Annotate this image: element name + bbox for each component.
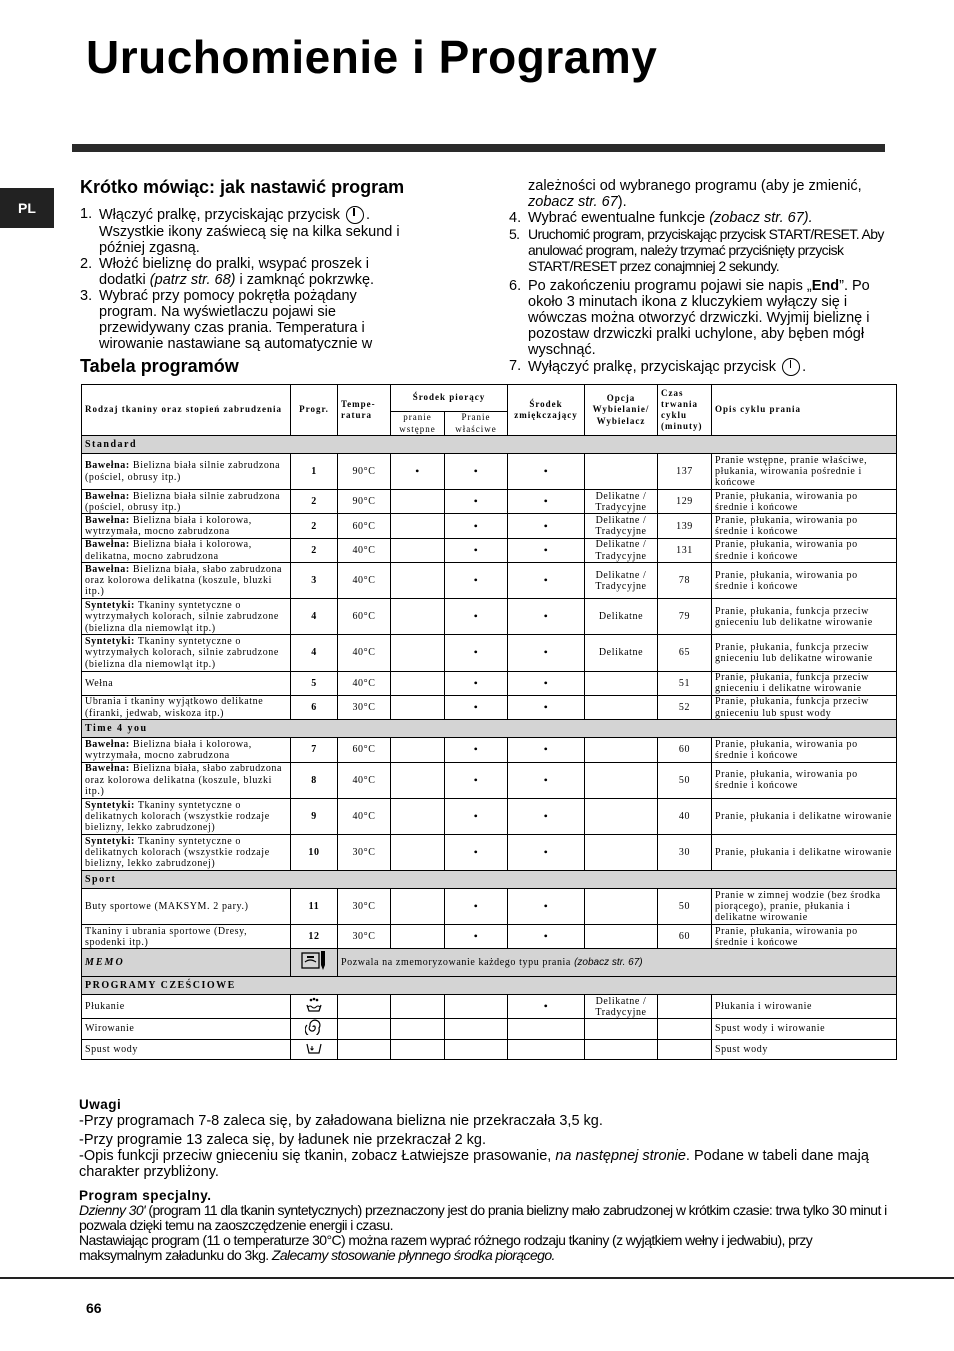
step-4: 4. Wybrać ewentualne funkcje (zobacz str. 67). bbox=[509, 210, 813, 226]
option-cell: Delikatne / Tradycyjne bbox=[585, 514, 658, 538]
duration bbox=[658, 995, 712, 1019]
fabric-cell bbox=[82, 538, 291, 562]
prewash-mark bbox=[391, 834, 445, 870]
temperature: 40°C bbox=[338, 762, 391, 798]
page-title: Uruchomienie i Programy bbox=[86, 31, 658, 83]
section-title: Standard bbox=[82, 436, 897, 454]
memo-text bbox=[338, 949, 897, 977]
fabric-cell bbox=[82, 925, 291, 949]
fabric-type: Syntetyki: bbox=[85, 600, 135, 612]
duration bbox=[658, 1039, 712, 1059]
wash-mark: • bbox=[445, 599, 508, 635]
wash-mark bbox=[445, 995, 508, 1019]
fabric-desc: Ubrania i tkaniny wyjątkowo delikatne (firanki, jedwab, wiskoza itp.) bbox=[85, 696, 264, 719]
header-softener: Środek zmiękczający bbox=[508, 385, 585, 436]
temperature: 90°C bbox=[338, 490, 391, 514]
fabric-cell bbox=[82, 490, 291, 514]
duration: 129 bbox=[658, 490, 712, 514]
header-fabric: Rodzaj tkaniny oraz stopień zabrudzenia bbox=[82, 385, 291, 436]
duration: 60 bbox=[658, 925, 712, 949]
cycle-description: Pranie w zimnej wodzie (bez środka piorącego), pranie, płukania i delikatne wirowanie bbox=[712, 889, 897, 925]
cycle-description: Pranie, płukania, wirowania po średnie i końcowe bbox=[712, 762, 897, 798]
cycle-description: Pranie, płukania i delikatne wirowanie bbox=[712, 798, 897, 834]
fabric-desc: Bielizna biała, słabo zabrudzona oraz kolorowa delikatna (koszule, bluzki itp.) bbox=[85, 564, 283, 598]
fabric-desc: Bielizna biała i kolorowa, wytrzymała, mocno zabrudzona bbox=[85, 738, 252, 762]
table-row bbox=[82, 490, 897, 514]
temperature: 30°C bbox=[338, 925, 391, 949]
duration: 51 bbox=[658, 671, 712, 695]
special-program bbox=[79, 1188, 894, 1263]
memo-row bbox=[82, 949, 897, 977]
temperature: 40°C bbox=[338, 798, 391, 834]
option-cell: Delikatne / Tradycyjne bbox=[585, 563, 658, 599]
fabric-desc: Bielizna biała, słabo zabrudzona oraz kolorowa delikatna (koszule, bluzki itp.) bbox=[85, 763, 283, 797]
softener-mark: • bbox=[508, 762, 585, 798]
memo-ref: (zobacz str. 67) bbox=[574, 957, 643, 969]
option-cell bbox=[585, 454, 658, 490]
option-cell: Delikatne bbox=[585, 635, 658, 671]
cycle-description: Spust wody i wirowanie bbox=[712, 1019, 897, 1039]
fabric-type: Bawełna: bbox=[85, 490, 130, 502]
header-temp: Tempe- ratura bbox=[338, 385, 391, 436]
table-row bbox=[82, 738, 897, 762]
fabric-cell bbox=[82, 834, 291, 870]
temperature: 30°C bbox=[338, 834, 391, 870]
prewash-mark bbox=[391, 695, 445, 719]
program-number: 2 bbox=[291, 490, 338, 514]
table-heading: Tabela programów bbox=[80, 356, 239, 376]
fabric-type: Bawełna: bbox=[85, 514, 130, 526]
instructions-right: zależności od wybranego programu (aby je zmienić, zobacz str. 67). 4. Wybrać ewentualne funkcje (zobacz str. 67). 5. Uruchomić program, przyciskając przycisk START/RESET. Aby anulować program, należy trzymać przyciśnięty przycisk START/RESET przez conajmniej 2 sekundy. 6. Po zakończeniu programu pojawi sie napis „End”. Po około 3 minutach ikona z kluczykiem wyłączy się i wówczas można otworzyć drzwiczki. Wyjmij bieliznę i pozostaw drzwiczki pralki uchylone, aby bęben mógł wyschnąć. 7. Wyłączyć pralkę, przyciskając przycisk . bbox=[509, 178, 895, 376]
wash-mark: • bbox=[445, 925, 508, 949]
softener-mark: • bbox=[508, 995, 585, 1019]
fabric-desc: Bielizna biała i kolorowa, delikatna, mocno zabrudzona bbox=[85, 539, 252, 562]
fabric-cell bbox=[82, 599, 291, 635]
spin-icon bbox=[305, 1019, 323, 1035]
wash-mark bbox=[445, 1019, 508, 1039]
section-title: PROGRAMY CZEŚCIOWE bbox=[82, 977, 897, 995]
fabric-cell: Spust wody bbox=[82, 1039, 291, 1059]
quick-heading: Krótko mówiąc: jak nastawić program bbox=[80, 177, 405, 197]
cycle-description: Pranie, płukania, funkcja przeciw gnieceniu lub spust wody bbox=[712, 695, 897, 719]
wash-mark: • bbox=[445, 454, 508, 490]
wash-mark: • bbox=[445, 738, 508, 762]
temperature: 60°C bbox=[338, 738, 391, 762]
fabric-type: Bawełna: bbox=[85, 539, 130, 551]
temperature: 40°C bbox=[338, 563, 391, 599]
duration: 131 bbox=[658, 538, 712, 562]
duration: 139 bbox=[658, 514, 712, 538]
table-row bbox=[82, 925, 897, 949]
fabric-desc: Wełna bbox=[85, 677, 114, 689]
wash-mark: • bbox=[445, 538, 508, 562]
header-prog: Progr. bbox=[291, 385, 338, 436]
table-row bbox=[82, 762, 897, 798]
prewash-mark bbox=[391, 762, 445, 798]
softener-mark: • bbox=[508, 798, 585, 834]
program-number: 7 bbox=[291, 738, 338, 762]
step-3: 3. Wybrać przy pomocy pokrętła pożądany program. Na wyświetlaczu pojawi sie przewidywany czas prania. Temperatura i wirowanie nastawiane są automatycznie w bbox=[80, 288, 373, 352]
fabric-cell bbox=[82, 635, 291, 671]
prewash-mark bbox=[391, 635, 445, 671]
wash-mark: • bbox=[445, 563, 508, 599]
fabric-type: Syntetyki: bbox=[85, 799, 135, 811]
memo-icon bbox=[301, 950, 327, 972]
fabric-desc: Bielizna biała silnie zabrudzona (pościel, obrusy itp.) bbox=[85, 460, 281, 483]
fabric-cell bbox=[82, 889, 291, 925]
table-row bbox=[82, 538, 897, 562]
wash-mark bbox=[445, 1039, 508, 1059]
step-5: 5. Uruchomić program, przyciskając przycisk START/RESET. Aby anulować program, należy trzymać przyciśnięty przycisk START/RESET przez conajmniej 2 sekundy. bbox=[509, 226, 884, 274]
instructions-left bbox=[80, 206, 410, 352]
header-detergent: Środek piorący bbox=[391, 385, 508, 412]
table-row bbox=[82, 889, 897, 925]
program-number: 6 bbox=[291, 695, 338, 719]
header-option: Opcja Wybielanie/ Wybielacz bbox=[585, 385, 658, 436]
table-row bbox=[82, 995, 897, 1019]
duration: 65 bbox=[658, 635, 712, 671]
fabric-desc: Tkaniny syntetyczne o wytrzymałych kolorach, silnie zabrudzone (bielizna dla niemowląt itp.) bbox=[85, 600, 279, 634]
duration: 79 bbox=[658, 599, 712, 635]
step-2: 2. Włożć bieliznę do pralki, wsypać proszek i dodatki (patrz str. 68) i zamknąć pokrzwkę. bbox=[80, 256, 375, 288]
wash-mark: • bbox=[445, 514, 508, 538]
table-row bbox=[82, 798, 897, 834]
header-desc: Opis cyklu prania bbox=[712, 385, 897, 436]
wash-mark: • bbox=[445, 889, 508, 925]
section-title: Sport bbox=[82, 871, 897, 889]
table-row bbox=[82, 1019, 897, 1039]
softener-mark: • bbox=[508, 925, 585, 949]
note-1: -Przy programach 7-8 zaleca się, by załadowana bielizna nie przekraczała 3,5 kg. bbox=[79, 1113, 603, 1129]
duration bbox=[658, 1019, 712, 1039]
duration: 52 bbox=[658, 695, 712, 719]
option-cell bbox=[585, 925, 658, 949]
fabric-type: Bawełna: bbox=[85, 763, 130, 775]
program-number: 2 bbox=[291, 514, 338, 538]
section-title: Time 4 you bbox=[82, 720, 897, 738]
rinse-icon bbox=[305, 997, 323, 1013]
softener-mark: • bbox=[508, 671, 585, 695]
memo-desc: Pozwala na zmemoryzowanie każdego typu prania bbox=[341, 957, 571, 969]
cycle-description: Pranie, płukania, wirowania po średnie i końcowe bbox=[712, 538, 897, 562]
fabric-cell bbox=[82, 514, 291, 538]
note-3: -Opis funkcji przeciw gnieceniu się tkanin, zobacz Łatwiejsze prasowanie, na następnej stronie. Podane w tabeli dane mają charakter przybliżony. bbox=[79, 1148, 869, 1180]
program-number: 2 bbox=[291, 538, 338, 562]
wash-mark: • bbox=[445, 762, 508, 798]
duration: 50 bbox=[658, 889, 712, 925]
program-number: 9 bbox=[291, 798, 338, 834]
table-row bbox=[82, 454, 897, 490]
language-tab: PL bbox=[0, 188, 54, 228]
header-prewash: pranie wstępne bbox=[391, 412, 445, 436]
option-cell bbox=[585, 798, 658, 834]
option-cell bbox=[585, 1039, 658, 1059]
table-body bbox=[82, 436, 897, 1060]
temperature: 40°C bbox=[338, 671, 391, 695]
prewash-mark bbox=[391, 538, 445, 562]
softener-mark bbox=[508, 1019, 585, 1039]
fabric-cell bbox=[82, 798, 291, 834]
prewash-mark bbox=[391, 599, 445, 635]
prewash-mark bbox=[391, 925, 445, 949]
duration: 60 bbox=[658, 738, 712, 762]
fabric-cell: Wirowanie bbox=[82, 1019, 291, 1039]
table-row bbox=[82, 834, 897, 870]
cycle-description: Pranie wstępne, pranie właściwe, płukania, wirowania pośrednie i końcowe bbox=[712, 454, 897, 490]
table-row bbox=[82, 563, 897, 599]
fabric-type: Syntetyki: bbox=[85, 835, 135, 847]
cycle-description: Pranie, płukania, wirowania po średnie i końcowe bbox=[712, 514, 897, 538]
fabric-desc: Tkaniny i ubrania sportowe (Dresy, spodenki itp.) bbox=[85, 925, 248, 948]
fabric-type: Syntetyki: bbox=[85, 636, 135, 648]
fabric-cell bbox=[82, 738, 291, 762]
power-icon bbox=[782, 358, 800, 376]
option-cell bbox=[585, 738, 658, 762]
fabric-desc: Tkaniny syntetyczne o wytrzymałych kolorach, silnie zabrudzone (bielizna dla niemowląt itp.) bbox=[85, 636, 279, 670]
fabric-desc: Tkaniny syntetyczne o delikatnych kolorach (wszystkie rodzaje bielizny, lekko zabrudzonej) bbox=[85, 799, 270, 833]
prewash-mark bbox=[391, 798, 445, 834]
table-row bbox=[82, 695, 897, 719]
cycle-description: Pranie, płukania, wirowania po średnie i końcowe bbox=[712, 925, 897, 949]
temperature: 40°C bbox=[338, 635, 391, 671]
duration: 137 bbox=[658, 454, 712, 490]
temperature: 30°C bbox=[338, 695, 391, 719]
cycle-description: Pranie, płukania, funkcja przeciw gnieceniu i delikatne wirowanie bbox=[712, 671, 897, 695]
fabric-desc: Bielizna biała i kolorowa, wytrzymała, mocno zabrudzona bbox=[85, 514, 252, 538]
softener-mark: • bbox=[508, 738, 585, 762]
option-cell bbox=[585, 762, 658, 798]
special-p1: Dzienny 30' (program 11 dla tkanin syntetycznych) przeznaczony jest do prania bielizny mało zabrudzonej w krótkim czasie: trwa tylko 30 minut i pozwala dzięki temu na zaoszczędzenie energii i czasu. bbox=[79, 1202, 887, 1233]
fabric-desc: Tkaniny syntetyczne o delikatnych kolorach (wszystkie rodzaje bielizny, lekko zabrudzonej) bbox=[85, 835, 270, 870]
softener-mark: • bbox=[508, 490, 585, 514]
program-number: 5 bbox=[291, 671, 338, 695]
table-row bbox=[82, 671, 897, 695]
drain-icon bbox=[305, 1040, 323, 1056]
softener-mark: • bbox=[508, 454, 585, 490]
special-heading: Program specjalny. bbox=[79, 1188, 212, 1203]
table-row bbox=[82, 635, 897, 671]
table-row bbox=[82, 599, 897, 635]
fabric-cell bbox=[82, 695, 291, 719]
table-row bbox=[82, 1039, 897, 1059]
fabric-cell bbox=[82, 671, 291, 695]
icon-cell bbox=[291, 1039, 338, 1059]
prewash-mark bbox=[391, 563, 445, 599]
duration: 40 bbox=[658, 798, 712, 834]
prewash-mark bbox=[391, 889, 445, 925]
prewash-mark bbox=[391, 738, 445, 762]
section-row bbox=[82, 436, 897, 454]
temperature: 90°C bbox=[338, 454, 391, 490]
prewash-mark bbox=[391, 1019, 445, 1039]
program-number: 12 bbox=[291, 925, 338, 949]
program-number: 10 bbox=[291, 834, 338, 870]
program-table bbox=[81, 384, 897, 1060]
fabric-desc: Bielizna biała silnie zabrudzona (pościel, obrusy itp.) bbox=[85, 490, 281, 513]
softener-mark: • bbox=[508, 514, 585, 538]
power-icon bbox=[346, 206, 364, 224]
title-rule bbox=[72, 144, 885, 152]
prewash-mark bbox=[391, 514, 445, 538]
temperature: 60°C bbox=[338, 599, 391, 635]
option-cell bbox=[585, 834, 658, 870]
cycle-description: Pranie, płukania, wirowania po średnie i końcowe bbox=[712, 738, 897, 762]
cycle-description: Pranie, płukania, wirowania po średnie i końcowe bbox=[712, 563, 897, 599]
fabric-cell bbox=[82, 762, 291, 798]
fabric-cell bbox=[82, 454, 291, 490]
step-7: 7. Wyłączyć pralkę, przyciskając przycisk . bbox=[509, 358, 807, 375]
wash-mark: • bbox=[445, 490, 508, 514]
table-row bbox=[82, 514, 897, 538]
fabric-cell: Płukanie bbox=[82, 995, 291, 1019]
wash-mark: • bbox=[445, 798, 508, 834]
softener-mark: • bbox=[508, 563, 585, 599]
option-cell bbox=[585, 671, 658, 695]
section-row bbox=[82, 977, 897, 995]
program-number: 11 bbox=[291, 889, 338, 925]
softener-mark: • bbox=[508, 635, 585, 671]
cycle-description: Płukania i wirowanie bbox=[712, 995, 897, 1019]
program-number: 3 bbox=[291, 563, 338, 599]
notes-heading: Uwagi bbox=[79, 1097, 122, 1112]
duration: 50 bbox=[658, 762, 712, 798]
special-p2: Nastawiając program (11 o temperaturze 30°C) można razem wyprać różnego rodzaju tkaniny (z wyjątkiem wełny i jedwabiu), przy maksymalnym załadunku do 3kg. Zalecamy stosowanie płynnego środka piorącego. bbox=[79, 1232, 813, 1263]
option-cell bbox=[585, 1019, 658, 1039]
wash-mark: • bbox=[445, 695, 508, 719]
section-row bbox=[82, 871, 897, 889]
prewash-mark bbox=[391, 1039, 445, 1059]
wash-mark: • bbox=[445, 635, 508, 671]
fabric-type: Bawełna: bbox=[85, 738, 130, 750]
icon-cell bbox=[291, 995, 338, 1019]
prewash-mark: • bbox=[391, 454, 445, 490]
header-time: Czas trwania cyklu (minuty) bbox=[658, 385, 712, 436]
option-cell: Delikatne / Tradycyjne bbox=[585, 995, 658, 1019]
temperature: 40°C bbox=[338, 538, 391, 562]
cycle-description: Pranie, płukania, funkcja przeciw gnieceniu lub delikatne wirowanie bbox=[712, 599, 897, 635]
prewash-mark bbox=[391, 671, 445, 695]
section-row bbox=[82, 720, 897, 738]
softener-mark: • bbox=[508, 695, 585, 719]
duration: 30 bbox=[658, 834, 712, 870]
memo-label: MEMO bbox=[82, 949, 291, 977]
wash-mark: • bbox=[445, 671, 508, 695]
temperature: 30°C bbox=[338, 889, 391, 925]
program-number: 4 bbox=[291, 635, 338, 671]
cycle-description: Spust wody bbox=[712, 1039, 897, 1059]
temperature: 60°C bbox=[338, 514, 391, 538]
fabric-type: Bawełna: bbox=[85, 564, 130, 575]
softener-mark: • bbox=[508, 538, 585, 562]
cycle-description: Pranie, płukania, funkcja przeciw gnieceniu lub delikatne wirowanie bbox=[712, 635, 897, 671]
temperature bbox=[338, 995, 391, 1019]
temperature bbox=[338, 1019, 391, 1039]
fabric-type: Bawełna: bbox=[85, 460, 130, 472]
page-number: 66 bbox=[86, 1300, 102, 1316]
step-6: 6. Po zakończeniu programu pojawi sie napis „End”. Po około 3 minutach ikona z kluczykiem wyłączy się i wówczas można otworzyć drzwiczki. Wyjmij bieliznę i pozostaw drzwiczki pralki uchylone, aby bęben mógł wyschnąć. bbox=[509, 278, 870, 358]
prewash-mark bbox=[391, 490, 445, 514]
option-cell bbox=[585, 695, 658, 719]
option-cell: Delikatne / Tradycyjne bbox=[585, 490, 658, 514]
option-cell: Delikatne / Tradycyjne bbox=[585, 538, 658, 562]
softener-mark: • bbox=[508, 599, 585, 635]
program-number: 4 bbox=[291, 599, 338, 635]
option-cell: Delikatne bbox=[585, 599, 658, 635]
program-number: 1 bbox=[291, 454, 338, 490]
prewash-mark bbox=[391, 995, 445, 1019]
duration: 78 bbox=[658, 563, 712, 599]
note-2: -Przy programie 13 zaleca się, by ładunek nie przekraczał 2 kg. bbox=[79, 1132, 486, 1148]
cycle-description: Pranie, płukania i delikatne wirowanie bbox=[712, 834, 897, 870]
memo-icon-cell bbox=[291, 949, 338, 977]
header-wash: Pranie właściwe bbox=[445, 412, 508, 436]
icon-cell bbox=[291, 1019, 338, 1039]
notes bbox=[79, 1097, 879, 1180]
wash-mark: • bbox=[445, 834, 508, 870]
footer-rule bbox=[0, 1277, 954, 1279]
softener-mark: • bbox=[508, 834, 585, 870]
step-1: 1. Włączyć pralkę, przyciskając przycisk . Wszystkie ikony zaświecą się na kilka sekund i później zgasną. bbox=[80, 206, 400, 256]
temperature bbox=[338, 1039, 391, 1059]
fabric-cell bbox=[82, 563, 291, 599]
option-cell bbox=[585, 889, 658, 925]
fabric-desc: Buty sportowe (MAKSYM. 2 pary.) bbox=[85, 900, 249, 912]
softener-mark bbox=[508, 1039, 585, 1059]
program-number: 8 bbox=[291, 762, 338, 798]
cycle-description: Pranie, płukania, wirowania po średnie i końcowe bbox=[712, 490, 897, 514]
softener-mark: • bbox=[508, 889, 585, 925]
